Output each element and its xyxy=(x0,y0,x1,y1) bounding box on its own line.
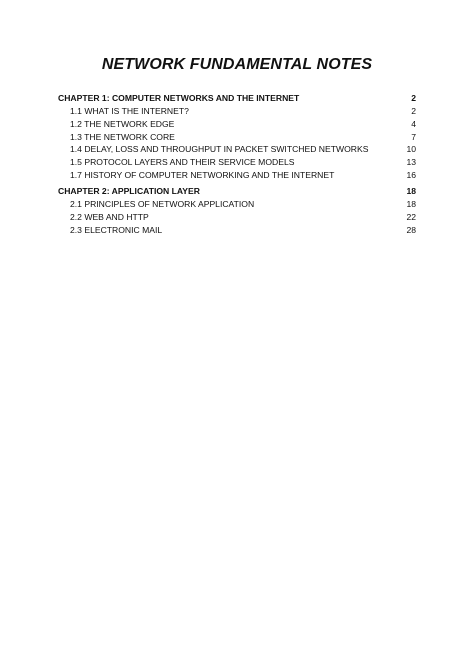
section-page-number: 4 xyxy=(411,118,416,129)
chapter-title: CHAPTER 1: COMPUTER NETWORKS AND THE INTERNET xyxy=(58,93,300,103)
section-title: 2.1 PRINCIPLES OF NETWORK APPLICATION xyxy=(70,199,255,209)
section-page-number: 10 xyxy=(406,144,416,155)
section-title: 1.4 DELAY, LOSS AND THROUGHPUT IN PACKET SWITCHED NETWORKS xyxy=(70,144,369,155)
section-page-number: 28 xyxy=(406,224,416,235)
section-title: 2.3 ELECTRONIC MAIL xyxy=(70,224,163,235)
section-title: 1.7 HISTORY OF COMPUTER NETWORKING AND THE INTERNET xyxy=(70,169,335,180)
toc-section-entry[interactable] xyxy=(58,118,416,131)
toc-section-entry[interactable] xyxy=(58,105,416,118)
section-title: 1.2 THE NETWORK EDGE xyxy=(70,118,175,129)
section-page-number: 2 xyxy=(411,106,416,116)
toc-section-entry[interactable] xyxy=(58,224,416,237)
toc-section-entry[interactable] xyxy=(58,198,416,211)
section-page-number: 7 xyxy=(411,131,416,142)
toc-chapter-entry[interactable] xyxy=(58,184,416,198)
toc-chapter-2 xyxy=(58,184,416,236)
toc-chapter-entry[interactable] xyxy=(58,91,416,105)
section-title: 1.5 PROTOCOL LAYERS AND THEIR SERVICE MODELS xyxy=(70,157,295,168)
section-page-number: 18 xyxy=(406,199,416,209)
chapter-title: CHAPTER 2: APPLICATION LAYER xyxy=(58,186,200,196)
chapter-page-number: 2 xyxy=(411,93,416,103)
toc-section-entry[interactable] xyxy=(58,169,416,182)
section-title: 2.2 WEB AND HTTP xyxy=(70,211,149,222)
toc-section-entry[interactable] xyxy=(58,131,416,144)
section-title: 1.1 WHAT IS THE INTERNET? xyxy=(70,106,189,116)
toc-section-entry[interactable] xyxy=(58,156,416,169)
section-title: 1.3 THE NETWORK CORE xyxy=(70,131,175,142)
page-title: NETWORK FUNDAMENTAL NOTES xyxy=(101,56,373,73)
toc-chapter-1 xyxy=(58,91,416,182)
chapter-page-number: 18 xyxy=(406,186,416,196)
toc-section-entry[interactable] xyxy=(58,211,416,224)
section-page-number: 16 xyxy=(406,169,416,180)
section-page-number: 13 xyxy=(406,157,416,168)
section-page-number: 22 xyxy=(406,211,416,222)
toc-section-entry[interactable] xyxy=(58,143,416,156)
